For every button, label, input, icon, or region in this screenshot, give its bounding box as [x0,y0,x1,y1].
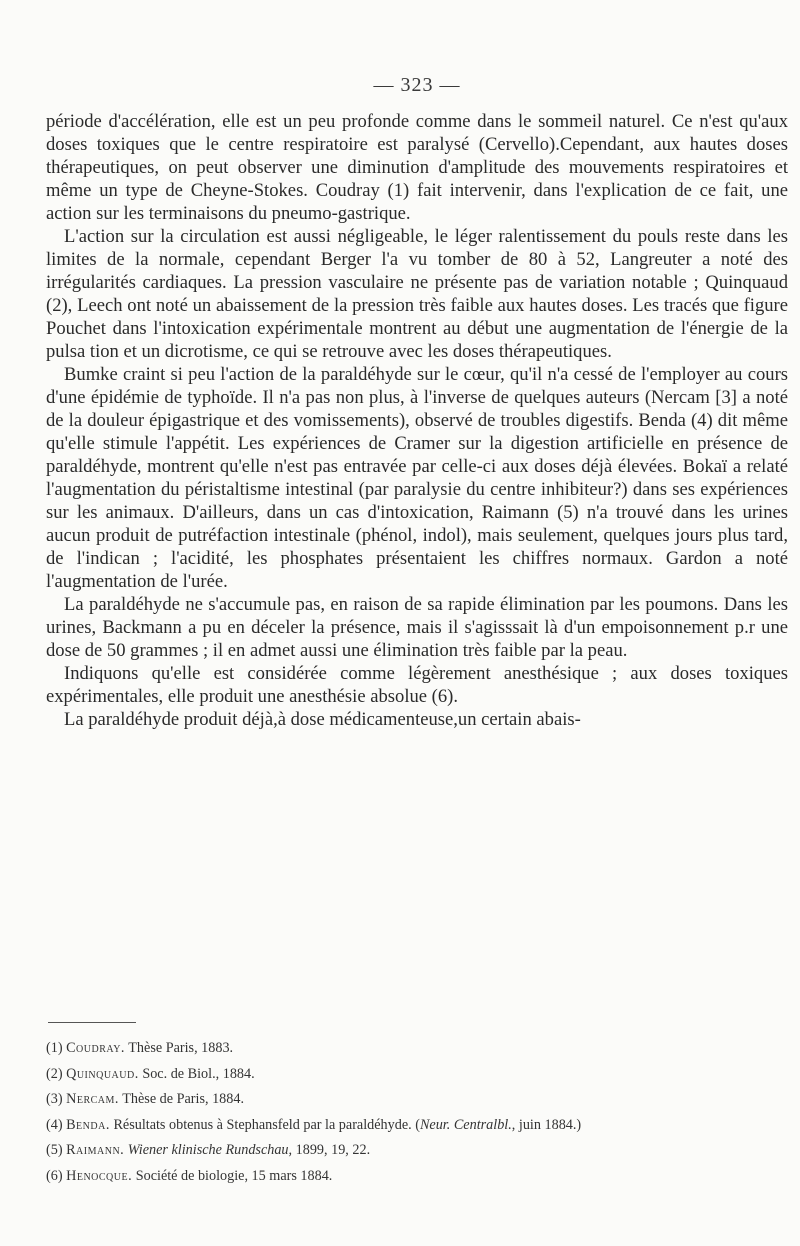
paragraph: L'action sur la circulation est aussi négligeable, le léger ralentissement du pouls reste dans les limites de la normale, cependant Berger l'a vu tomber de 80 à 52, Langreuter a noté des irrégularités cardiaques. La pression vasculaire ne présente pas de variation notable ; Quinquaud (2), Leech ont noté un abaissement de la pression très faible aux hautes doses. Les tracés que figure Pouchet dans l'intoxication expérimentale montrent au début une augmentation de l'énergie de la pulsa tion et un dicrotisme, ce qui se retrouve avec les doses thérapeutiques. [46,226,788,362]
footnote-author: Coudray. [66,1040,125,1056]
footnote-journal: Neur. Centralbl. [419,1116,512,1133]
footnote [46,1142,788,1159]
footnote-text-after: 1899, 19, 22. [292,1142,371,1158]
paragraph: Bumke craint si peu l'action de la paraldéhyde sur le cœur, qu'il n'a cessé de l'employer au cours d'une épidémie de typhoïde. Il n'a pas non plus, à l'inverse de quelques auteurs (Nercam [3] a noté de la douleur épigastrique et des vomissements), observé de troubles digestifs. Benda (4) dit même qu'elle stimule l'appétit. Les expériences de Cramer sur la digestion artificielle en présence de paraldéhyde, montrent qu'elle n'est pas entravée par celle-ci aux doses déjà élevées. Bokaï a relaté l'augmentation du péristaltisme intestinal (par paralysie du centre inhibiteur?) dans ses expériences sur les animaux. D'ailleurs, dans un cas d'intoxication, Raimann (5) n'a trouvé dans les urines aucun produit de putréfaction intestinale (phénol, indol), mais seulement, quelques jours plus tard, de l'indican ; l'acidité, les phosphates présentaient les chiffres normaux. Gardon a noté l'augmentation de l'urée. [46,364,788,592]
footnote-text-after: , juin 1884.) [511,1116,582,1133]
paragraph: période d'accélération, elle est un peu profonde comme dans le sommeil naturel. Ce n'est qu'aux doses toxiques que le centre respiratoire est paralysé (Cervello).Cependant, aux hautes doses thérapeutiques, on peut observer une diminution d'amplitude des mouvements respiratoires et même un type de Cheyne-Stokes. Coudray (1) fait intervenir, dans l'explication de ce fait, une action sur les terminaisons du pneumo-gastrique. [46,111,788,224]
footnote-journal: Wiener klinische Rundschau, [127,1142,293,1158]
page-number: — 323 — [373,74,461,96]
footnote-number: (1) [46,1040,63,1056]
footnote-number: (3) [46,1091,63,1107]
footnote-text: Soc. de Biol., 1884. [142,1065,255,1082]
footnote-number: (6) [46,1167,63,1184]
footnote-number: (2) [46,1065,63,1082]
footnote-author: Nercam. [66,1091,119,1107]
footnote-separator [48,1022,136,1023]
footnote-author: Henocque. [66,1167,133,1184]
footnote-text: Thèse de Paris, 1884. [122,1091,245,1107]
footnote-author: Quinquaud. [66,1065,139,1082]
footnote [46,1091,788,1108]
footnote-text: Société de biologie, 15 mars 1884. [135,1167,333,1184]
body-text [46,110,788,731]
footnote [46,1040,788,1057]
paragraph: La paraldéhyde produit déjà,à dose médicamenteuse,un certain abais- [64,709,581,730]
paragraph: Indiquons qu'elle est considérée comme légèrement anesthésique ; aux doses toxiques expérimentales, elle produit une anesthésie absolue (6). [46,663,788,707]
footnote [46,1117,788,1134]
footnote-author: Raimann. [66,1142,125,1158]
footnote [46,1168,788,1185]
footnote-number: (5) [46,1142,63,1158]
footnotes [46,1040,788,1193]
paragraph: La paraldéhyde ne s'accumule pas, en raison de sa rapide élimination par les poumons. Dans les urines, Backmann a pu en déceler la présence, mais il s'agisssait là d'un empoisonnement p.r une dose de 50 grammes ; il en admet aussi une élimination très faible par la peau. [46,594,788,661]
footnote [46,1066,788,1083]
footnote-number: (4) [46,1116,63,1133]
document-page [46,0,788,1246]
footnote-text: Thèse Paris, 1883. [128,1040,234,1056]
footnote-text: Résultats obtenus à Stephansfeld par la paraldéhyde. ( [113,1116,420,1133]
footnote-author: Benda. [66,1116,110,1133]
